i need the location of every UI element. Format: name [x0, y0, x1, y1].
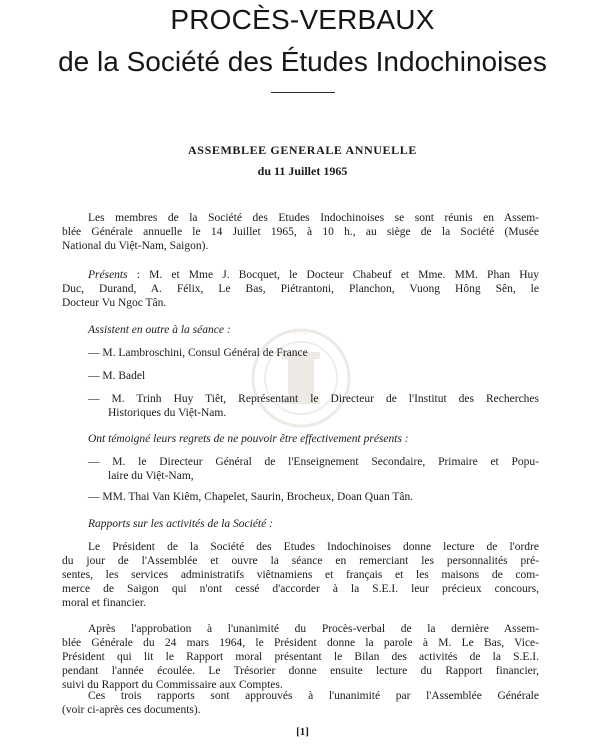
regrets-item: — MM. Thai Van Kiêm, Chapelet, Saurin, Brocheux, Doan Quan Tân. [88, 491, 414, 503]
attendee-item-continued: Historiques du Việt-Nam. [108, 407, 227, 419]
section-date: du 11 Juillet 1965 [257, 164, 348, 178]
presents-label: Présents [88, 269, 128, 281]
paragraph-line: merce de Saigon qui n'ont cessé d'accorder à la S.E.I. leur précieux concours, [62, 583, 539, 595]
paragraph-line: du jour de l'Assemblée et ouvre la séance en remerciant les personnalités pré- [62, 555, 539, 567]
paragraph-line: moral et financier. [62, 597, 146, 609]
publication-title: PROCÈS-VERBAUX [170, 4, 435, 35]
paragraph-line: Le Président de la Société des Etudes Indochinoises donne lecture de l'ordre [88, 541, 539, 553]
paragraph-line: Après l'approbation à l'unanimité du Procès-verbal de la dernière Assem- [88, 623, 539, 635]
presents-line [88, 268, 539, 282]
intro-line: Les membres de la Société des Etudes Indochinoises se sont réunis en Assem- [88, 212, 539, 224]
attendee-item: — M. Trinh Huy Tiêt, Représentant le Directeur de l'Institut des Recherches [88, 393, 539, 405]
paragraph-line: blée Générale du 24 mars 1964, le Président donne la parole à M. Le Bas, Vice- [62, 637, 539, 649]
paragraph-line: (voir ci-après ces documents). [62, 704, 201, 716]
paragraph-line: Ces trois rapports sont approuvés à l'unanimité par l'Assemblée Générale [88, 690, 539, 702]
attendee-item: — M. Badel [88, 370, 146, 382]
assistent-heading: Assistent en outre à la séance : [88, 324, 231, 336]
attendee-item: — M. Lambroschini, Consul Général de France [88, 347, 308, 359]
regrets-item-continued: laire du Việt-Nam, [108, 470, 194, 482]
regrets-heading: Ont témoigné leurs regrets de ne pouvoir être effectivement présents : [88, 433, 409, 445]
paragraph-line: suivi du Rapport du Commissaire aux Comptes. [62, 679, 283, 691]
paragraph-line: pendant l'année écoulée. Le Trésorier donne ensuite lecture du Rapport financier, [62, 665, 539, 677]
rapports-heading: Rapports sur les activités de la Société : [88, 518, 273, 530]
presents-line: Docteur Vu Ngoc Tân. [62, 297, 167, 309]
publication-subtitle: de la Société des Études Indochinoises [58, 46, 547, 77]
watermark-text: erc [294, 326, 308, 337]
presents-line: Duc, Durand, A. Félix, Le Bas, Piétrantoni, Planchon, Vuong Hông Sên, le [62, 283, 539, 295]
intro-line: National du Việt-Nam, Saigon). [62, 240, 209, 252]
section-title: ASSEMBLEE GENERALE ANNUELLE [188, 143, 417, 157]
presents-text: : M. et Mme J. Bocquet, le Docteur Chabeuf et Mme. MM. Phan Huy [127, 269, 539, 281]
intro-line: blée Générale annuelle le 14 Juillet 1965, à 10 h., au siège de la Société (Musée [62, 226, 539, 238]
paragraph-line: sentes, les services administratifs viêtnamiens et français et les maisons de com- [62, 569, 539, 581]
title-divider [271, 92, 335, 93]
paragraph-line: Président qui lit le Rapport moral présentant le Bilan des activités de la S.E.I. [62, 651, 539, 663]
page-number: [1] [296, 726, 309, 738]
regrets-item: — M. le Directeur Général de l'Enseignement Secondaire, Primaire et Popu- [88, 456, 539, 468]
